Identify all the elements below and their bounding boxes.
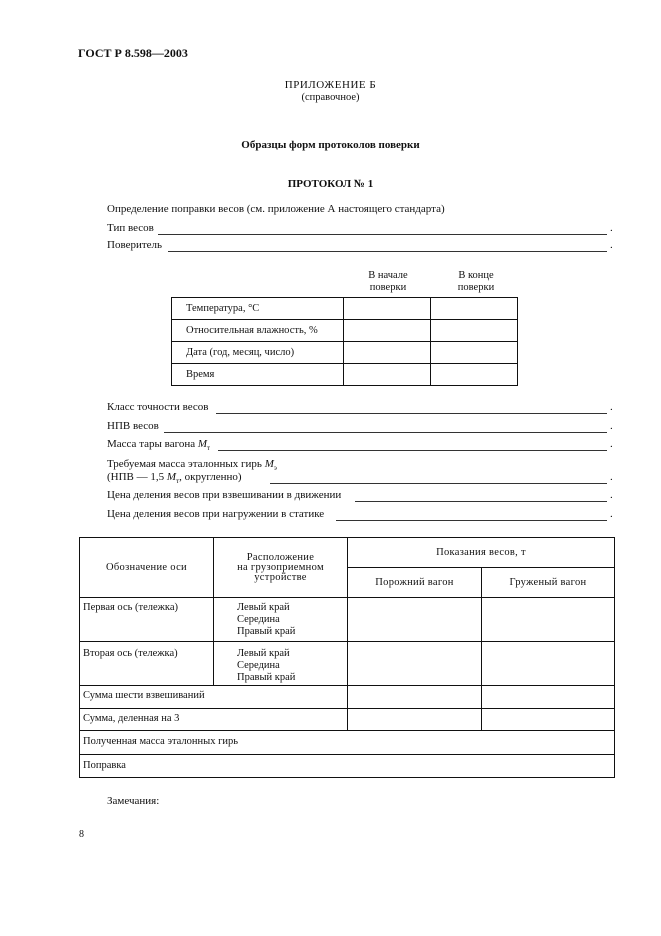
col-header-end-line1: В конце xyxy=(458,270,494,281)
positions-second xyxy=(214,642,348,686)
field-line-type[interactable] xyxy=(158,234,607,235)
cell-input[interactable] xyxy=(431,298,518,320)
table-row xyxy=(172,364,518,386)
position-middle: Середина xyxy=(237,614,280,625)
period-mark: . xyxy=(610,471,613,483)
col-header-end xyxy=(440,270,512,294)
tare-label-text: Масса тары вагона xyxy=(107,438,196,450)
col-header-start-line1: В начале xyxy=(368,270,408,281)
cell-input[interactable] xyxy=(344,298,431,320)
period-mark: . xyxy=(610,222,613,234)
col-header-position-line2: на грузоприемном xyxy=(237,561,324,573)
appendix-title: ПРИЛОЖЕНИЕ Б xyxy=(284,79,377,91)
sum-six-label: Сумма шести взвешиваний xyxy=(80,686,348,709)
intro-text: Определение поправки весов (см. приложение А настоящего стандарта) xyxy=(107,203,445,215)
field-line-npv[interactable] xyxy=(164,432,607,433)
col-header-end-line2: поверки xyxy=(457,282,495,293)
conditions-table xyxy=(171,297,518,386)
cell-input[interactable] xyxy=(344,320,431,342)
required-subscript: э xyxy=(273,464,277,473)
row-label-temperature: Температура, °С xyxy=(172,298,344,320)
required-note-a: (НПВ — 1,5 xyxy=(107,471,165,483)
table-row xyxy=(80,755,615,778)
required-note-symbol: M xyxy=(166,471,177,483)
period-mark: . xyxy=(610,420,613,432)
col-header-position xyxy=(214,538,348,598)
field-label-tare xyxy=(107,438,210,452)
required-note-subscript: т xyxy=(176,477,180,486)
table-row xyxy=(80,709,615,731)
remarks-label: Замечания: xyxy=(107,795,160,807)
field-line-div-static[interactable] xyxy=(336,520,607,521)
period-mark: . xyxy=(610,438,613,450)
col-header-position-line1: Расположение xyxy=(246,551,315,563)
tare-subscript: т xyxy=(207,444,211,453)
required-mass-text: Требуемая масса эталонных гирь xyxy=(107,458,262,470)
correction-label: Поправка xyxy=(80,755,615,778)
row-label-time: Время xyxy=(172,364,344,386)
period-mark: . xyxy=(610,239,613,251)
col-header-start xyxy=(352,270,424,294)
cell-input[interactable] xyxy=(348,642,482,686)
position-left: Левый край xyxy=(237,602,290,613)
weighing-table xyxy=(79,537,615,778)
field-line-div-motion[interactable] xyxy=(355,501,607,502)
required-symbol: M xyxy=(264,458,274,470)
cell-input[interactable] xyxy=(431,364,518,386)
field-label-verifier: Поверитель xyxy=(107,239,163,251)
cell-input[interactable] xyxy=(348,709,482,731)
cell-input[interactable] xyxy=(348,686,482,709)
field-label-div-static: Цена деления весов при нагружении в статике xyxy=(107,508,325,520)
col-header-start-line2: поверки xyxy=(369,282,407,293)
section-title: Образцы форм протоколов поверки xyxy=(241,139,420,151)
cell-input[interactable] xyxy=(344,364,431,386)
table-row xyxy=(80,686,615,709)
row-label-humidity: Относительная влажность, % xyxy=(172,320,344,342)
page-number: 8 xyxy=(79,829,84,840)
field-label-required-note xyxy=(107,471,242,485)
col-header-loaded: Груженый вагон xyxy=(482,568,615,598)
period-mark: . xyxy=(610,489,613,501)
field-label-div-motion: Цена деления весов при взвешивании в движении xyxy=(107,489,342,501)
cell-input[interactable] xyxy=(431,320,518,342)
table-header-row xyxy=(80,538,615,568)
table-row xyxy=(172,298,518,320)
table-row xyxy=(80,598,615,642)
obtained-mass-label: Полученная масса эталонных гирь xyxy=(80,731,615,755)
position-middle: Середина xyxy=(237,660,280,671)
position-right: Правый край xyxy=(237,672,296,683)
period-mark: . xyxy=(610,401,613,413)
table-row xyxy=(172,320,518,342)
position-left: Левый край xyxy=(237,648,290,659)
field-line-verifier[interactable] xyxy=(168,251,607,252)
cell-input[interactable] xyxy=(482,598,615,642)
position-right: Правый край xyxy=(237,626,296,637)
field-line-required-mass[interactable] xyxy=(270,483,607,484)
document-header: ГОСТ Р 8.598—2003 xyxy=(78,46,188,60)
field-line-tare[interactable] xyxy=(218,450,607,451)
period-mark: . xyxy=(610,508,613,520)
field-label-accuracy: Класс точности весов xyxy=(107,401,209,413)
cell-input[interactable] xyxy=(482,642,615,686)
table-row xyxy=(172,342,518,364)
table-row xyxy=(80,642,615,686)
positions-first xyxy=(214,598,348,642)
cell-input[interactable] xyxy=(482,686,615,709)
field-label-type: Тип весов xyxy=(107,222,154,234)
field-label-npv: НПВ весов xyxy=(107,420,159,432)
axis-label-second: Вторая ось (тележка) xyxy=(80,642,214,686)
appendix-subtitle: (справочное) xyxy=(301,92,360,103)
protocol-title: ПРОТОКОЛ № 1 xyxy=(287,178,374,190)
cell-input[interactable] xyxy=(348,598,482,642)
col-header-axis: Обозначение оси xyxy=(80,538,214,598)
cell-input[interactable] xyxy=(431,342,518,364)
cell-input[interactable] xyxy=(344,342,431,364)
table-row xyxy=(80,731,615,755)
field-line-accuracy[interactable] xyxy=(216,413,607,414)
axis-label-first: Первая ось (тележка) xyxy=(80,598,214,642)
col-header-position-line3: устройстве xyxy=(254,571,307,583)
col-header-readings: Показания весов, т xyxy=(348,538,615,568)
row-label-date: Дата (год, месяц, число) xyxy=(172,342,344,364)
required-note-b: , округленно) xyxy=(179,471,242,483)
col-header-empty: Порожний вагон xyxy=(348,568,482,598)
sum-div3-label: Сумма, деленная на 3 xyxy=(80,709,348,731)
tare-symbol: M xyxy=(197,438,208,450)
cell-input[interactable] xyxy=(482,709,615,731)
